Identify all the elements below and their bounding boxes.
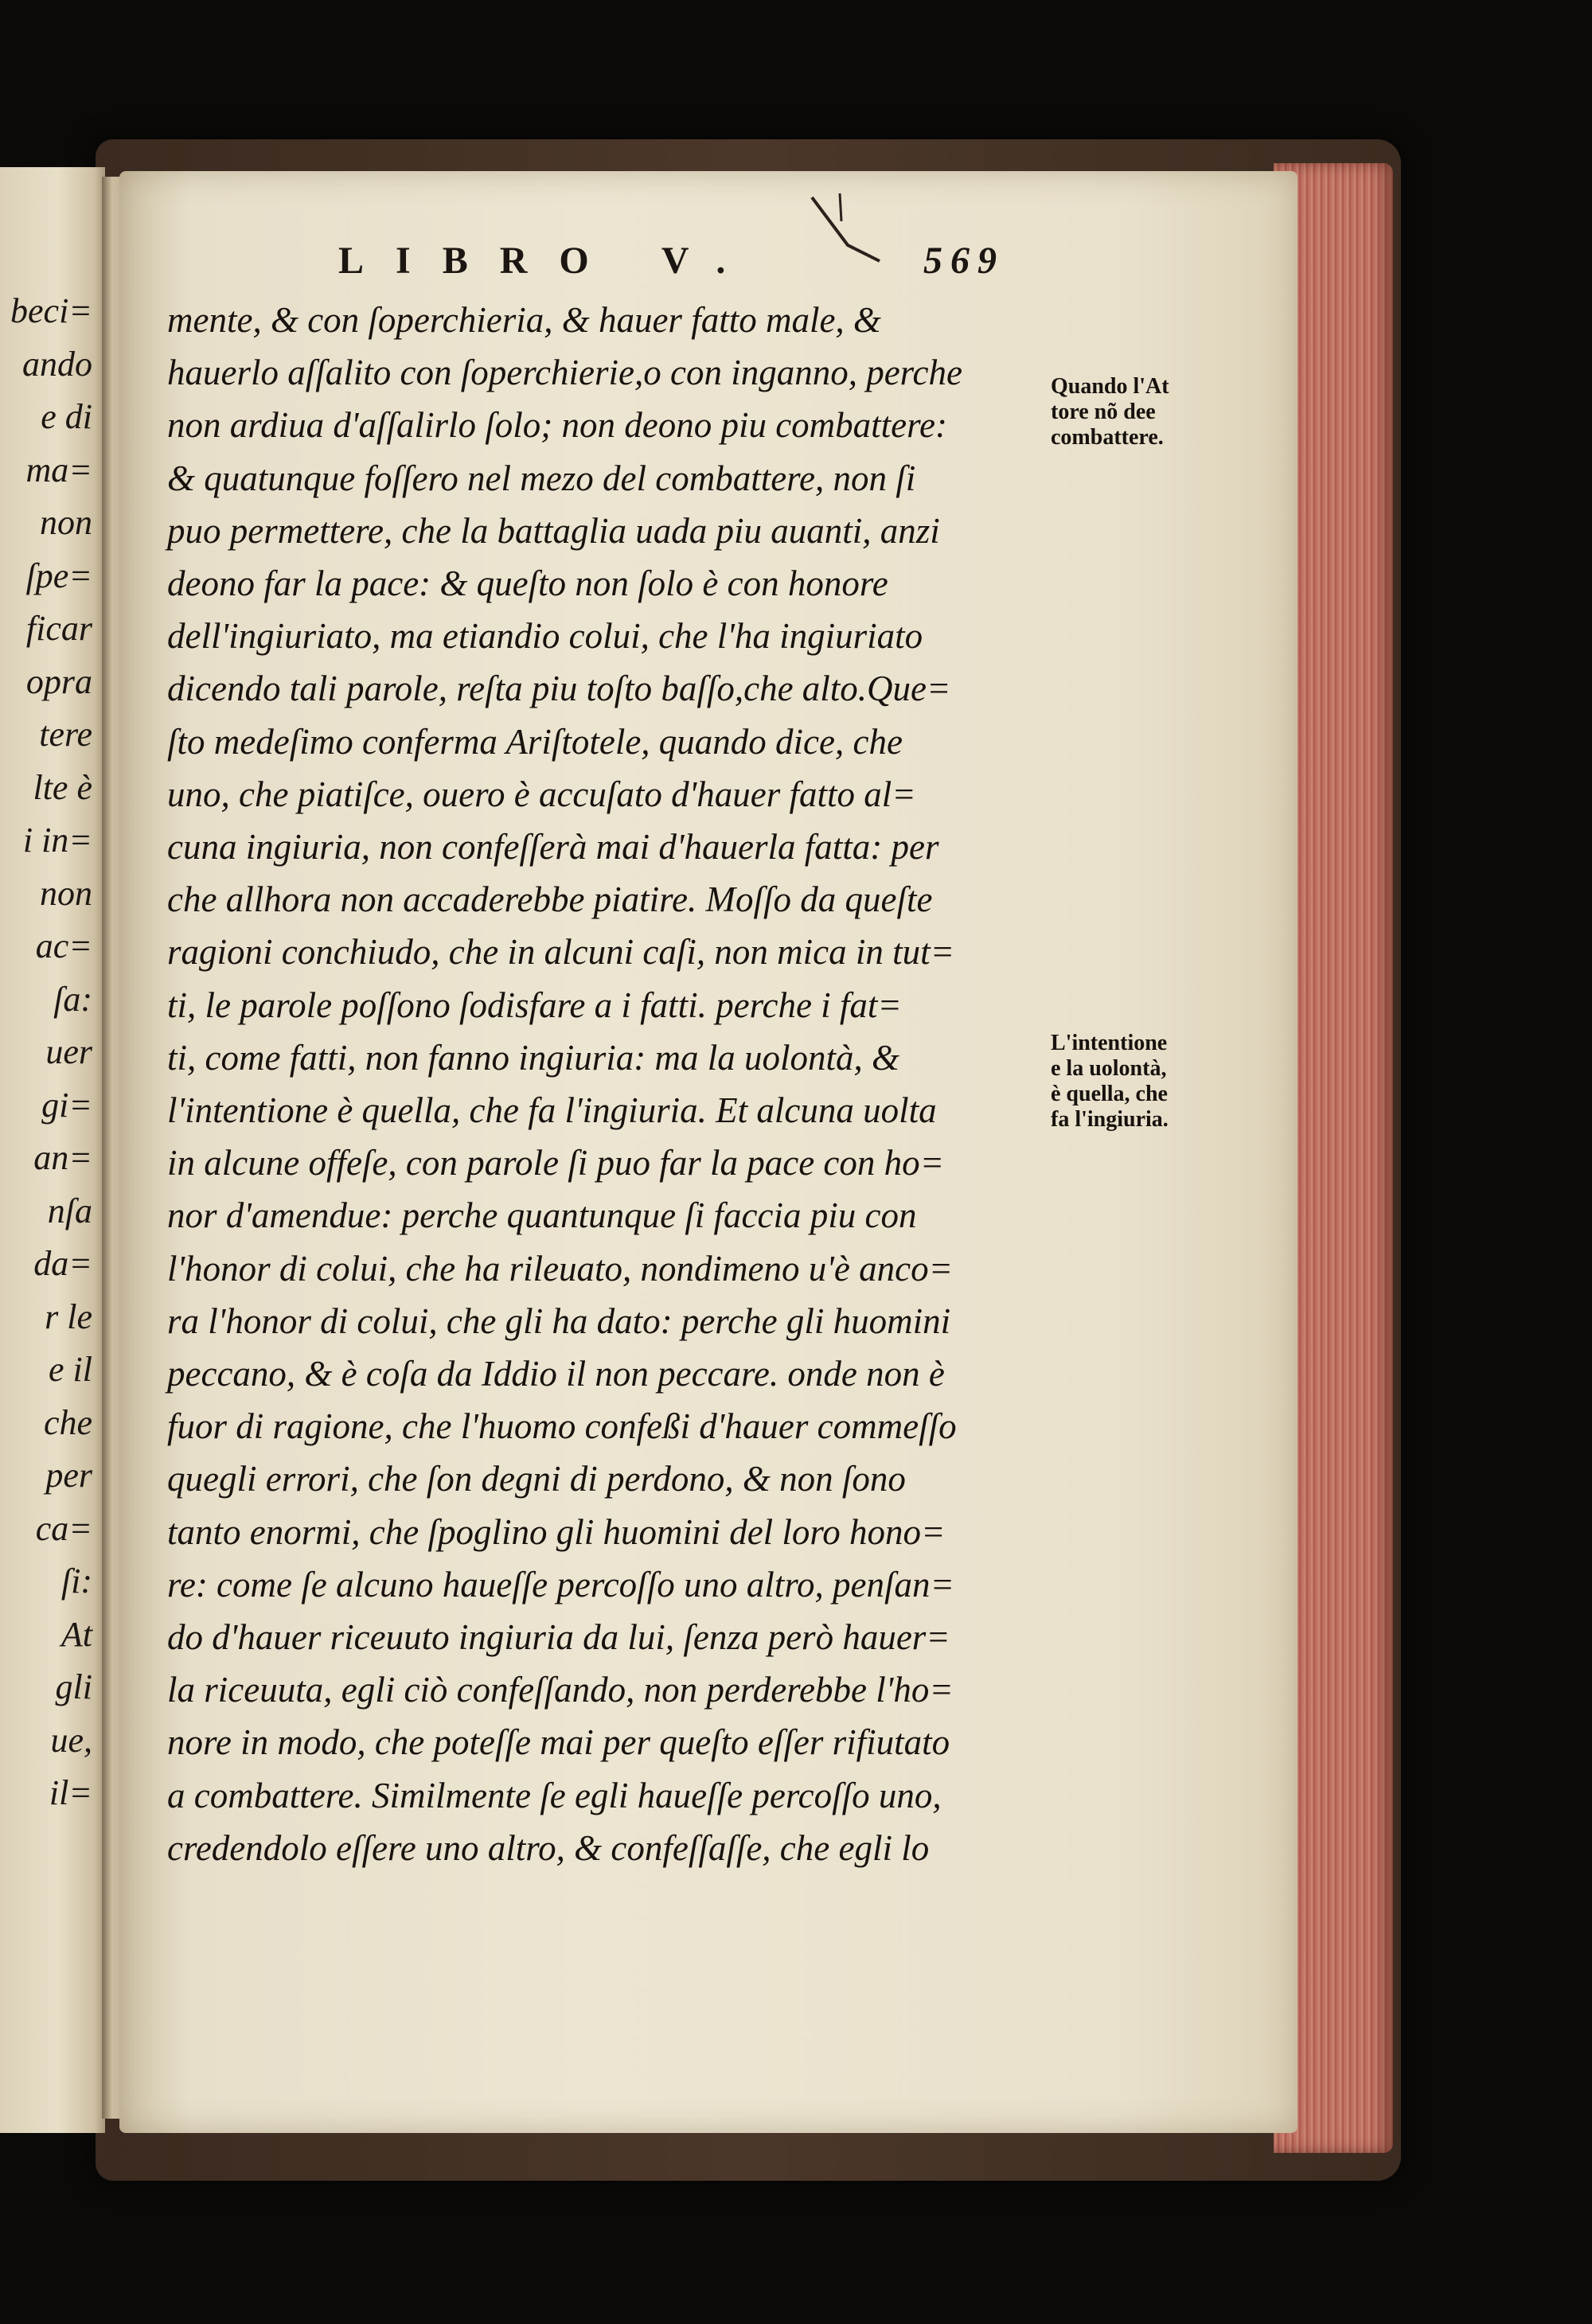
text-line: dell'ingiuriato, ma etiandio colui, che l'ha ingiuriato [167,616,923,657]
text-line: quegli errori, che ſon degni di perdono, & non ſono [167,1459,906,1499]
margin-note-line: L'intentione [1051,1031,1168,1055]
facing-page-line: ficar [25,609,92,648]
text-line: che allhora non accaderebbe piatire. Moſſo da queſte [167,879,933,920]
facing-page-line: non [40,503,92,542]
facing-page-line: At [60,1614,92,1654]
facing-page-line: nſa [47,1191,92,1230]
margin-note-line: è quella, che [1051,1082,1168,1106]
text-line: ti, come fatti, non fanno ingiuria: ma la uolontà, & [167,1037,899,1078]
margin-note-line: combattere. [1051,425,1164,450]
facing-page-line: ſpe= [25,556,92,595]
text-line: ragioni conchiudo, che in alcuni caſi, non mica in tut= [167,932,954,973]
text-line: re: come ſe alcuno haueſſe percoſſo uno altro, penſan= [167,1564,954,1605]
facing-page-line: ue, [50,1720,92,1760]
facing-page [0,167,105,2133]
facing-page-line: ſa: [53,979,92,1019]
facing-page-line: da= [33,1244,92,1283]
margin-note [1051,374,1234,450]
running-head: LIBRO V. [338,240,758,282]
text-line: fuor di ragione, che l'huomo confeßi d'hauer commeſſo [167,1406,957,1447]
text-line: & quatunque foſſero nel mezo del combattere, non ſi [167,458,916,498]
text-line: ſto medeſimo conferma Ariſtotele, quando dice, che [167,721,903,762]
text-line: ti, le parole poſſono ſodisfare a i fatti. perche i fat= [167,985,902,1025]
text-line: a combattere. Similmente ſe egli haueſſe percoſſo uno, [167,1775,942,1815]
text-line: cuna ingiuria, non confeſſerà mai d'hauerla fatta: per [167,827,939,867]
facing-page-line: gli [55,1667,92,1706]
facing-page-line: ac= [35,926,92,965]
facing-page-line: i in= [22,821,92,860]
text-line: puo permettere, che la battaglia uada piu auanti, anzi [167,510,940,551]
text-line: nore in modo, che poteſſe mai per queſto eſſer rifiutato [167,1722,950,1763]
facing-page-line: beci= [10,291,92,330]
facing-page-line: e di [41,397,92,436]
facing-page-line: tere [39,715,92,754]
facing-page-line: non [40,873,92,913]
text-line: uno, che piatiſce, ouero è accuſato d'hauer fatto al= [167,774,916,814]
facing-page-line: ma= [25,450,92,489]
text-line: ra l'honor di colui, che gli ha dato: perche gli huomini [167,1300,951,1341]
text-line: dicendo tali parole, reſta piu toſto baſſo,che alto.Que= [167,669,951,709]
text-line: la riceuuta, egli ciò confeſſando, non perderebbe l'ho= [167,1670,954,1710]
text-line: l'intentione è quella, che fa l'ingiuria. Et alcuna uolta [167,1090,937,1130]
text-line: in alcune offeſe, con parole ſi puo far la pace con ho= [167,1143,945,1183]
facing-page-line: il= [49,1773,92,1812]
facing-page-line: opra [25,661,92,701]
text-line: hauerlo aſſalito con ſoperchierie,o con inganno, perche [167,353,962,393]
facing-page-line: r le [45,1297,92,1336]
facing-page-line: an= [33,1138,92,1177]
margin-note-line: tore nõ dee [1051,400,1156,424]
facing-page-line: ca= [35,1508,92,1548]
text-line: non ardiua d'aſſalirlo ſolo; non deono piu combattere: [167,405,947,446]
ink-mark-icon [800,189,888,277]
facing-page-line: gi= [41,1085,92,1125]
facing-page-line: ando [22,344,92,384]
margin-note [1051,1031,1234,1133]
text-line: peccano, & è coſa da Iddio il non peccare. onde non è [167,1354,945,1394]
text-line: mente, & con ſoperchieria, & hauer fatto male, & [167,300,881,340]
text-line: credendolo eſſere uno altro, & confeſſaſſe, che egli lo [167,1827,930,1868]
margin-note-line: Quando l'At [1051,374,1169,399]
page-number: 569 [923,240,1005,282]
text-line: do d'hauer riceuuto ingiuria da lui, ſenza però hauer= [167,1617,950,1657]
margin-note-line: fa l'ingiuria. [1051,1107,1169,1132]
text-line: nor d'amendue: perche quantunque ſi faccia piu con [167,1195,917,1236]
margin-note-line: e la uolontà, [1051,1056,1167,1081]
text-line: deono far la pace: & queſto non ſolo è con honore [167,563,888,603]
facing-page-line: lte è [33,767,92,807]
facing-page-line: ſi: [60,1562,92,1601]
facing-page-line: uer [45,1032,92,1071]
text-line: l'honor di colui, che ha rileuato, nondimeno u'è anco= [167,1248,953,1289]
text-line: tanto enormi, che ſpoglino gli huomini del loro hono= [167,1511,946,1552]
facing-page-line: per [45,1456,92,1495]
facing-page-line: e il [49,1350,92,1389]
facing-page-line: che [43,1402,92,1442]
